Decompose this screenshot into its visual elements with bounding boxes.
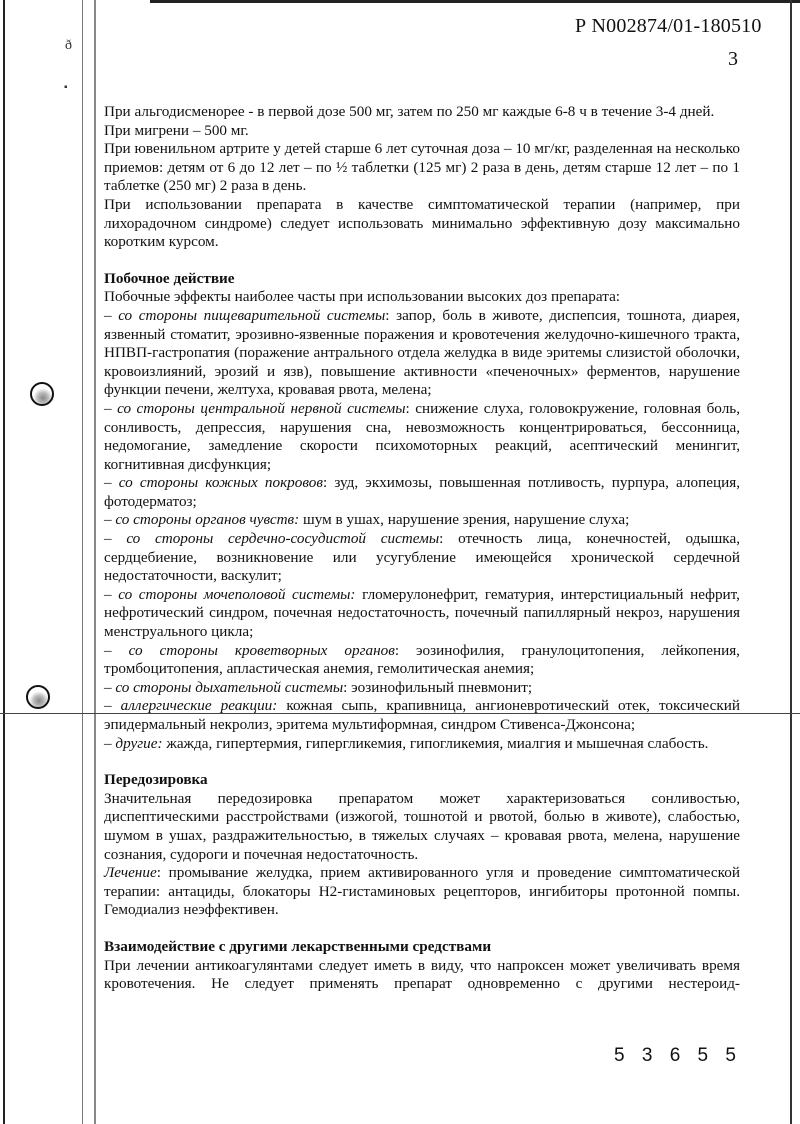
overdose-text: Значительная передозировка препаратом может характеризоваться сонливостью, диспептическими расстройствами (изжогой, тошнотой и рвотой, болью в животе), слабостью, шумом в ушах, раздражительностью, в тяжелых случаях – кровавая рвота, мелена, нарушение сознания, судороги и почечная недостаточность.	[104, 789, 740, 863]
treatment-label: Лечение	[104, 864, 157, 882]
scan-edge-line	[3, 0, 5, 1124]
interactions-section	[104, 938, 740, 994]
overdose-section	[104, 771, 740, 920]
scan-mark: ð	[65, 38, 72, 53]
side-effect-item: – аллергические реакции: кожная сыпь, крапивница, ангионевротический отек, токсический эпидермальный некролиз, эритема мультиформная, синдром Стивенса-Джонсона;	[104, 697, 740, 733]
system-label: – со стороны пищеварительной системы	[104, 306, 386, 324]
punch-hole-icon	[26, 685, 50, 709]
interactions-text: При лечении антикоагулянтами следует иметь в виду, что напроксен может увеличивать время кровотечения. Не следует применять препарат одновременно с другими нестероид-	[104, 956, 740, 993]
system-label: – со стороны сердечно-сосудистой системы	[104, 530, 440, 548]
side-effect-item: – со стороны дыхательной системы: эозинофильный пневмонит;	[104, 678, 533, 696]
binding-line	[82, 0, 83, 1124]
dosage-line: При мигрени – 500 мг.	[104, 121, 249, 139]
system-label: – со стороны органов чувств:	[104, 511, 300, 529]
page-number: 3	[728, 48, 738, 70]
side-effect-item: – со стороны кроветворных органов: эозинофилия, гранулоцитопения, лейкопения, тромбоцитопения, апластическая анемия, гемолитическая анемия;	[104, 641, 740, 678]
section-heading: Взаимодействие с другими лекарственными средствами	[104, 937, 492, 955]
section-heading: Передозировка	[104, 771, 208, 789]
side-effect-item: – другие: жажда, гипертермия, гипергликемия, гипогликемия, миалгия и мышечная слабость.	[104, 734, 709, 752]
punch-hole-icon	[30, 382, 54, 406]
dosage-line: При использовании препарата в качестве симптоматической терапии (например, при лихорадочном синдроме) следует использовать минимально эффективную дозу максимально коротким курсом.	[104, 195, 740, 251]
system-label: – со стороны мочеполовой системы:	[104, 585, 356, 603]
dosage-line: При альгодисменорее - в первой дозе 500 мг, затем по 250 мг каждые 6-8 ч в течение 3-4 дней.	[104, 103, 715, 120]
system-label: – со стороны центральной нервной системы	[104, 399, 406, 417]
scan-top-edge	[150, 0, 800, 3]
dosage-section	[104, 103, 740, 252]
side-effect-item: – со стороны сердечно-сосудистой системы: отечность лица, конечностей, одышка, сердцебиение, возникновение или усугубление имеющейся хронической сердечной недостаточности, васкулит;	[104, 530, 740, 585]
margin-line	[94, 0, 96, 1124]
side-effects-section	[104, 270, 740, 753]
system-label: – со стороны кожных покровов	[104, 474, 323, 492]
side-effect-item: – со стороны мочеполовой системы: гломерулонефрит, гематурия, интерстициальный нефрит, нефротический синдром, почечная недостаточность, почечный папиллярный некроз, нарушения менструального цикла;	[104, 585, 740, 641]
dosage-line: При ювенильном артрите у детей старше 6 лет суточная доза – 10 мг/кг, разделенная на несколько приемов: детям от 6 до 12 лет – по ½ таблетки (125 мг) 2 раза в день, детям старше 12 лет – по 1 таблетке (250 мг) 2 раза в день.	[104, 140, 740, 195]
registration-number: Р N002874/01-180510	[575, 15, 762, 37]
scan-right-edge	[790, 0, 792, 1124]
stamp-number: 5 3 6 5 5	[614, 1045, 742, 1066]
overdose-treatment: Лечение: промывание желудка, прием активированного угля и проведение симптоматической терапии: антациды, блокаторы Н2-гистаминовых рецепторов, ингибиторы протонной помпы. Гемодиализ неэффективен.	[104, 864, 740, 919]
system-label: – со стороны дыхательной системы	[104, 678, 344, 696]
document-body	[104, 103, 740, 994]
scan-mark: ▪	[64, 82, 68, 93]
system-label: – со стороны кроветворных органов	[104, 641, 395, 659]
side-effect-item: – со стороны центральной нервной системы: снижение слуха, головокружение, головная боль, сонливость, депрессия, нарушения сна, невозможность концентрироваться, бессонница, недомогание, замедление скорости психомоторных реакций, асептический менингит, когнитивная дисфункция;	[104, 399, 740, 473]
section-heading: Побочное действие	[104, 269, 235, 287]
side-effect-item: – со стороны органов чувств: шум в ушах, нарушение зрения, нарушение слуха;	[104, 511, 630, 529]
system-label: – другие:	[104, 734, 163, 752]
side-effects-intro: Побочные эффекты наиболее часты при использовании высоких доз препарата:	[104, 288, 621, 306]
side-effect-item: – со стороны кожных покровов: зуд, экхимозы, повышенная потливость, пурпура, алопеция, фотодерматоз;	[104, 474, 740, 510]
side-effect-item: – со стороны пищеварительной системы: запор, боль в животе, диспепсия, тошнота, диарея, язвенный стоматит, эрозивно-язвенные поражения и кровотечения желудочно-кишечного тракта, НПВП-гастропатия (поражение антрального отдела желудка в виде эритемы слизистой оболочки, кровоизлияний, эрозий и язв), повышение активности «печеночных» ферментов, нарушение функции печени, желтуха, кровавая рвота, мелена;	[104, 306, 740, 399]
system-label: – аллергические реакции:	[104, 697, 278, 715]
